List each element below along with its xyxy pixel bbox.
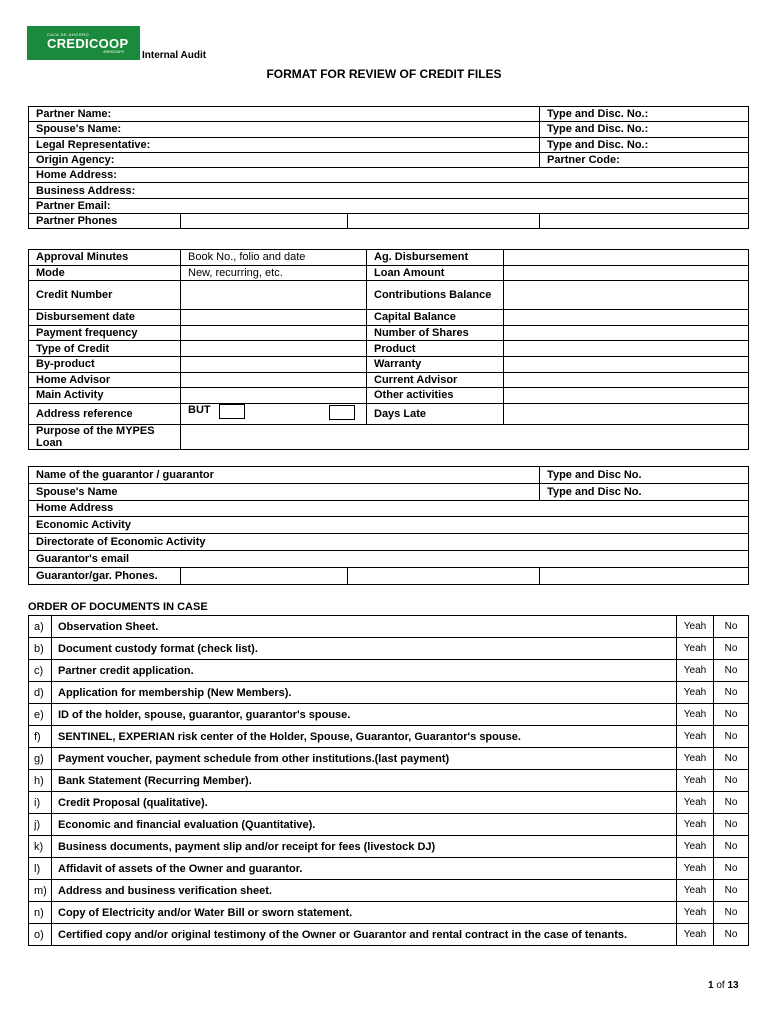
document-no-option[interactable]: No [714,682,749,704]
document-row [29,836,749,858]
document-no-option[interactable]: No [714,770,749,792]
document-no-option[interactable]: No [714,814,749,836]
document-no-option[interactable]: No [714,880,749,902]
document-text: Affidavit of assets of the Owner and guarantor. [52,858,677,880]
guarantor-phone-3[interactable] [540,567,749,584]
document-text: Economic and financial evaluation (Quantitative). [52,814,677,836]
but-checkbox-2[interactable] [329,405,355,420]
capital-balance-field[interactable] [504,310,749,326]
document-text: Partner credit application. [52,660,677,682]
product-label: Product [367,341,504,357]
document-letter: h) [29,770,52,792]
document-row [29,858,749,880]
document-yes-option[interactable]: Yeah [677,880,714,902]
days-late-label: Days Late [367,403,504,424]
guarantor-directorate[interactable]: Directorate of Economic Activity [29,534,749,551]
document-row [29,638,749,660]
document-letter: j) [29,814,52,836]
days-late-field[interactable] [504,403,749,424]
guarantor-phone-2[interactable] [348,567,540,584]
guarantor-name-field[interactable]: Name of the guarantor / guarantor [29,467,540,484]
document-text: Payment voucher, payment schedule from other institutions.(last payment) [52,748,677,770]
document-text: Observation Sheet. [52,616,677,638]
number-of-shares-label: Number of Shares [367,325,504,341]
document-row [29,880,749,902]
ag-disbursement-field[interactable] [504,250,749,266]
document-letter: g) [29,748,52,770]
document-yes-option[interactable]: Yeah [677,682,714,704]
document-no-option[interactable]: No [714,638,749,660]
document-no-option[interactable]: No [714,836,749,858]
guarantor-email[interactable]: Guarantor's email [29,550,749,567]
page-of: of [716,980,725,991]
document-yes-option[interactable]: Yeah [677,836,714,858]
logo-tag: ARRIGOAPS [103,50,124,54]
main-activity-field[interactable] [181,388,367,404]
guarantor-economic-activity[interactable]: Economic Activity [29,517,749,534]
home-address-field[interactable]: Home Address: [29,168,749,183]
logo-small-text: CAJA DE AHORRO [47,32,90,37]
warranty-label: Warranty [367,356,504,372]
document-letter: f) [29,726,52,748]
document-yes-option[interactable]: Yeah [677,616,714,638]
guarantor-home-address[interactable]: Home Address [29,500,749,517]
document-text: Copy of Electricity and/or Water Bill or sworn statement. [52,902,677,924]
by-product-label: By-product [29,356,181,372]
guarantor-info-table [28,466,749,585]
document-letter: n) [29,902,52,924]
credit-number-label: Credit Number [29,281,181,310]
document-no-option[interactable]: No [714,902,749,924]
document-yes-option[interactable]: Yeah [677,924,714,946]
contributions-balance-field[interactable] [504,281,749,310]
document-row [29,770,749,792]
document-text: Bank Statement (Recurring Member). [52,770,677,792]
document-no-option[interactable]: No [714,616,749,638]
logo-text: CREDICOOP [47,36,129,51]
document-yes-option[interactable]: Yeah [677,638,714,660]
disbursement-date-field[interactable] [181,310,367,326]
document-letter: k) [29,836,52,858]
page-indicator [708,980,739,991]
main-activity-label: Main Activity [29,388,181,404]
credicoop-logo [27,26,140,60]
purpose-field[interactable] [181,424,749,449]
document-row [29,902,749,924]
partner-spouse-field[interactable]: Spouse's Name: [29,122,540,137]
document-letter: l) [29,858,52,880]
partner-email-field[interactable]: Partner Email: [29,198,749,213]
document-yes-option[interactable]: Yeah [677,858,714,880]
page-title: FORMAT FOR REVIEW OF CREDIT FILES [266,67,502,81]
type-of-credit-label: Type of Credit [29,341,181,357]
guarantor-spouse-field[interactable]: Spouse's Name [29,483,540,500]
document-row [29,660,749,682]
approval-minutes-label: Approval Minutes [29,250,181,266]
document-row [29,792,749,814]
document-text: Business documents, payment slip and/or receipt for fees (livestock DJ) [52,836,677,858]
business-address-field[interactable]: Business Address: [29,183,749,198]
current-advisor-field[interactable] [504,372,749,388]
purpose-label: Purpose of the MYPES Loan [29,424,181,449]
partner-name-field[interactable]: Partner Name: [29,107,540,122]
guarantor-type-disc-1[interactable]: Type and Disc No. [540,467,749,484]
document-row [29,726,749,748]
but-label: BUT [188,403,211,416]
documents-checklist [28,615,749,946]
document-text: ID of the holder, spouse, guarantor, guarantor's spouse. [52,704,677,726]
number-of-shares-field[interactable] [504,325,749,341]
capital-balance-label: Capital Balance [367,310,504,326]
page-total: 13 [727,980,739,991]
other-activities-label: Other activities [367,388,504,404]
legal-rep-field[interactable]: Legal Representative: [29,137,540,152]
document-no-option[interactable]: No [714,748,749,770]
origin-agency-field[interactable]: Origin Agency: [29,152,540,167]
document-no-option[interactable]: No [714,924,749,946]
document-text: Address and business verification sheet. [52,880,677,902]
disbursement-date-label: Disbursement date [29,310,181,326]
guarantor-type-disc-2[interactable]: Type and Disc No. [540,483,749,500]
partner-phones-label: Partner Phones [29,214,181,229]
partner-type-disc-2[interactable]: Type and Disc. No.: [540,122,749,137]
partner-code-field[interactable]: Partner Code: [540,152,749,167]
document-text: Application for membership (New Members). [52,682,677,704]
guarantor-phone-1[interactable] [181,567,348,584]
document-row [29,704,749,726]
document-letter: a) [29,616,52,638]
document-letter: m) [29,880,52,902]
other-activities-field[interactable] [504,388,749,404]
partner-info-table [28,106,749,229]
document-row [29,682,749,704]
home-advisor-label: Home Advisor [29,372,181,388]
by-product-field[interactable] [181,356,367,372]
partner-type-disc-1[interactable]: Type and Disc. No.: [540,107,749,122]
home-advisor-field[interactable] [181,372,367,388]
mode-label: Mode [29,265,181,281]
document-yes-option[interactable]: Yeah [677,814,714,836]
address-reference-field [181,403,367,424]
document-row [29,748,749,770]
credit-number-field[interactable] [181,281,367,310]
document-text: Credit Proposal (qualitative). [52,792,677,814]
type-of-credit-field[interactable] [181,341,367,357]
documents-heading: ORDER OF DOCUMENTS IN CASE [28,601,208,613]
approval-minutes-field[interactable]: Book No., folio and date [181,250,367,266]
document-no-option[interactable]: No [714,858,749,880]
document-no-option[interactable]: No [714,704,749,726]
internal-audit-label: Internal Audit [142,50,207,61]
document-yes-option[interactable]: Yeah [677,704,714,726]
mode-field[interactable]: New, recurring, etc. [181,265,367,281]
document-no-option[interactable]: No [714,660,749,682]
document-letter: d) [29,682,52,704]
document-yes-option[interactable]: Yeah [677,660,714,682]
current-advisor-label: Current Advisor [367,372,504,388]
document-text: Certified copy and/or original testimony of the Owner or Guarantor and rental contract in the case of tenants. [52,924,677,946]
partner-phone-1[interactable] [181,214,348,229]
page-current: 1 [708,980,714,991]
document-no-option[interactable]: No [714,726,749,748]
document-letter: i) [29,792,52,814]
partner-phone-2[interactable] [348,214,540,229]
document-yes-option[interactable]: Yeah [677,770,714,792]
document-letter: e) [29,704,52,726]
document-letter: b) [29,638,52,660]
warranty-field[interactable] [504,356,749,372]
partner-type-disc-3[interactable]: Type and Disc. No.: [540,137,749,152]
address-reference-label: Address reference [29,403,181,424]
document-row [29,924,749,946]
credit-info-table [28,249,749,450]
document-letter: o) [29,924,52,946]
document-yes-option[interactable]: Yeah [677,902,714,924]
document-text: SENTINEL, EXPERIAN risk center of the Holder, Spouse, Guarantor, Guarantor's spouse. [52,726,677,748]
but-checkbox-1[interactable] [219,404,245,419]
document-letter: c) [29,660,52,682]
document-yes-option[interactable]: Yeah [677,748,714,770]
payment-frequency-label: Payment frequency [29,325,181,341]
payment-frequency-field[interactable] [181,325,367,341]
ag-disbursement-label: Ag. Disbursement [367,250,504,266]
document-text: Document custody format (check list). [52,638,677,660]
document-no-option[interactable]: No [714,792,749,814]
loan-amount-field[interactable] [504,265,749,281]
product-field[interactable] [504,341,749,357]
partner-phone-3[interactable] [540,214,749,229]
document-yes-option[interactable]: Yeah [677,792,714,814]
document-row [29,616,749,638]
loan-amount-label: Loan Amount [367,265,504,281]
document-yes-option[interactable]: Yeah [677,726,714,748]
contributions-balance-label: Contributions Balance [367,281,504,310]
document-row [29,814,749,836]
guarantor-phones-label: Guarantor/gar. Phones. [29,567,181,584]
